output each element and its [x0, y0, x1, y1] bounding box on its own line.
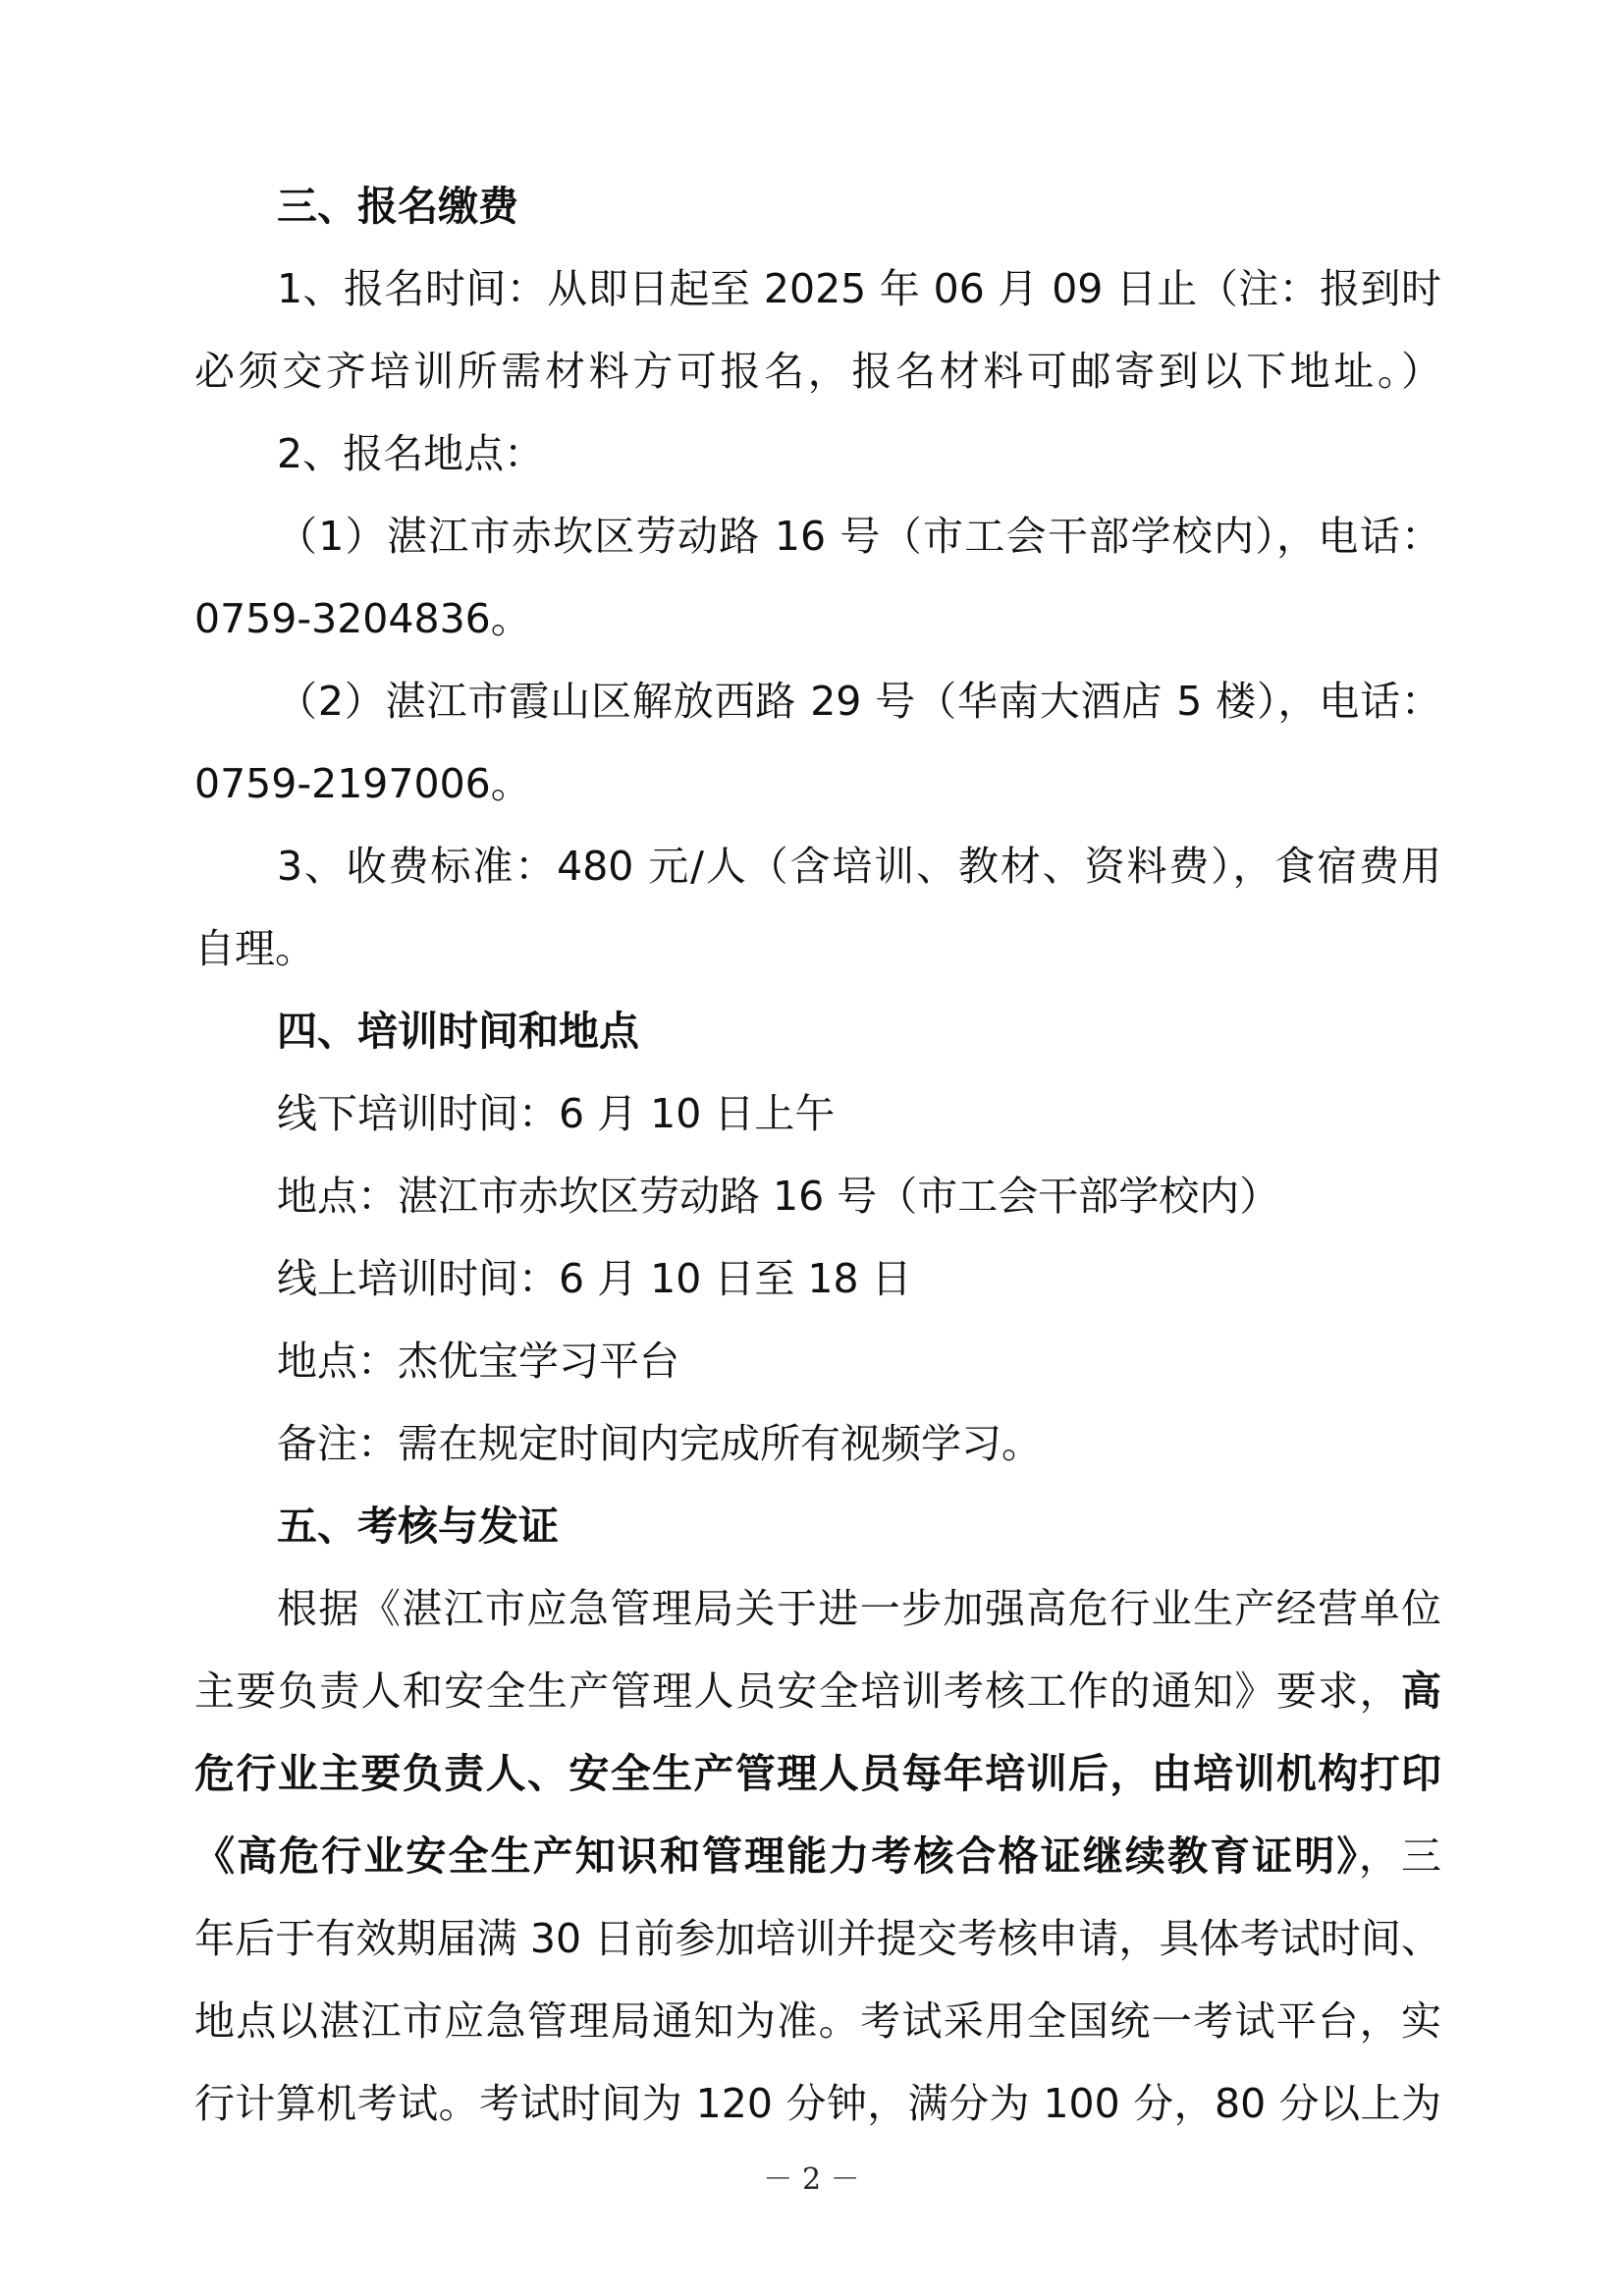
address-1-line-1: （1）湛江市赤坎区劳动路 16 号（市工会干部学校内），电话： [277, 513, 1441, 560]
page-number: － 2 － [763, 2162, 860, 2197]
section-3-heading: 三、报名缴费 [277, 183, 518, 230]
section-4-heading: 四、培训时间和地点 [277, 1008, 639, 1055]
assessment-para-line-7: 行计算机考试。考试时间为 120 分钟，满分为 100 分，80 分以上为 [194, 2080, 1441, 2127]
assessment-para-line-2-bold: 高 [1401, 1667, 1441, 1715]
section-5-heading: 五、考核与发证 [277, 1503, 559, 1550]
assessment-para-line-4 [194, 1815, 1441, 1897]
assessment-para-line-4-bold: 《高危行业安全生产知识和管理能力考核合格证继续教育证明》 [194, 1832, 1359, 1880]
address-1-phone: 0759-3204836。 [194, 595, 531, 642]
registration-location-label: 2、报名地点： [277, 430, 545, 477]
fee-line-2: 自理。 [194, 925, 315, 972]
registration-time-line-2: 必须交齐培训所需材料方可报名，报名材料可邮寄到以下地址。） [194, 348, 1441, 395]
assessment-para-line-3-bold: 危行业主要负责人、安全生产管理人员每年培训后，由培训机构打印 [194, 1750, 1441, 1797]
assessment-para-line-1: 根据《湛江市应急管理局关于进一步加强高危行业生产经营单位 [277, 1585, 1441, 1632]
offline-training-time: 线下培训时间：6 月 10 日上午 [277, 1090, 836, 1137]
registration-time-line-1: 1、报名时间：从即日起至 2025 年 06 月 09 日止（注：报到时 [277, 265, 1441, 312]
assessment-para-line-4-text: ，三 [1358, 1832, 1442, 1880]
fee-line-1: 3、收费标准：480 元/人（含培训、教材、资料费），食宿费用 [277, 843, 1441, 890]
assessment-para-line-2 [194, 1650, 1441, 1732]
address-2-phone: 0759-2197006。 [194, 760, 531, 807]
assessment-para-line-2-text: 主要负责人和安全生产管理人员安全培训考核工作的通知》要求， [194, 1667, 1401, 1715]
training-remark: 备注：需在规定时间内完成所有视频学习。 [277, 1420, 1042, 1467]
online-training-location: 地点：杰优宝学习平台 [277, 1338, 679, 1385]
assessment-para-line-6: 地点以湛江市应急管理局通知为准。考试采用全国统一考试平台，实 [194, 1997, 1441, 2045]
assessment-para-line-5: 年后于有效期届满 30 日前参加培训并提交考核申请，具体考试时间、 [194, 1915, 1441, 1962]
online-training-time: 线上培训时间：6 月 10 日至 18 日 [277, 1255, 912, 1302]
offline-training-location: 地点：湛江市赤坎区劳动路 16 号（市工会干部学校内） [277, 1173, 1280, 1220]
address-2-line-1: （2）湛江市霞山区解放西路 29 号（华南大酒店 5 楼），电话： [277, 678, 1441, 725]
